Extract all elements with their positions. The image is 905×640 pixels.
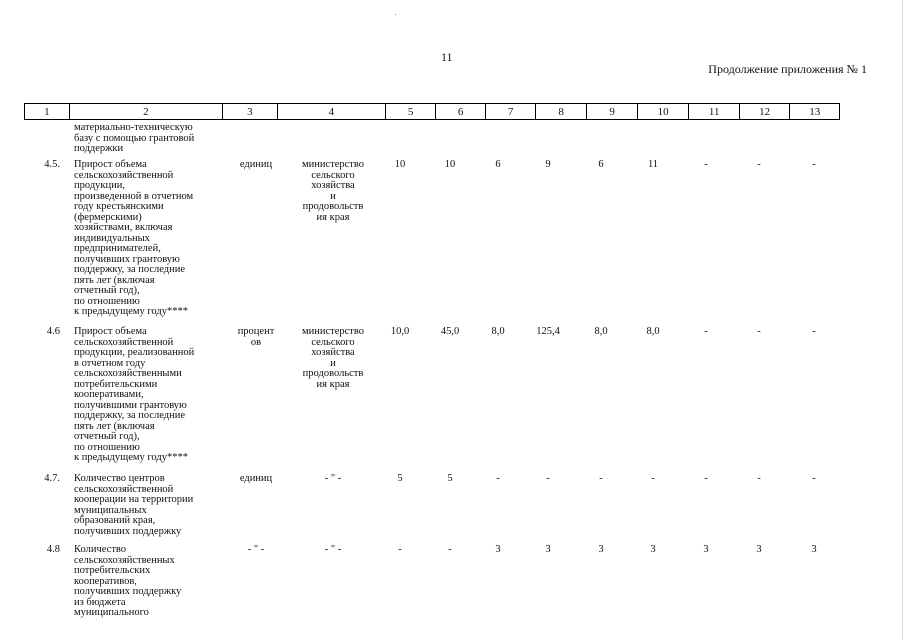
value-col-10: 3 (650, 544, 656, 555)
value-col-12: 3 (756, 544, 762, 555)
value-col-11: 3 (703, 544, 709, 555)
unit: процент ов (237, 326, 275, 348)
indicator-text: материально-техническую базу с помощью грантовой поддержки (74, 122, 195, 154)
value-col-11: - (704, 326, 708, 337)
continuation-caption: Продолжение приложения № 1 (708, 62, 867, 76)
unit: единиц (239, 473, 273, 484)
value-col-8: 125,4 (536, 326, 560, 337)
value-col-13: 3 (811, 544, 817, 555)
page-edge-line (902, 0, 903, 640)
header-col-9: 9 (587, 104, 638, 119)
indicator-text: Прирост объема сельскохозяйственной продукции, реализованной в отчетном году сельскохозяйственными потребительскими кооперативами, получившими грантовую поддержку, за последние пять лет (включая отчетный год), по отношению к предыдущему году**** (74, 326, 195, 463)
responsible-org: министерство сельского хозяйства и продовольств ия края (301, 159, 365, 223)
value-col-13: - (812, 159, 816, 170)
value-col-9: 6 (598, 159, 604, 170)
header-col-13: 13 (809, 106, 821, 118)
unit: - " - (247, 544, 265, 555)
responsible-org: - " - (324, 473, 342, 484)
header-col-4: 4 (278, 104, 387, 119)
value-col-7: 3 (495, 544, 501, 555)
unit: единиц (239, 159, 273, 170)
row-number: 4.8 (46, 544, 60, 555)
indicator-text: Прирост объема сельскохозяйственной продукции, произведенной в отчетном году крестьянскими (фермерскими) хозяйствами, включая индивидуальных предпринимателей, получивших грантовую поддержку, за последние пять лет (включая отчетный год), по отношению к предыдущему году**** (74, 159, 194, 317)
header-col-2: 2 (70, 104, 223, 119)
header-col-12: 12 (740, 104, 791, 119)
value-col-12: - (757, 159, 761, 170)
value-col-13: - (812, 326, 816, 337)
value-col-10: - (651, 473, 655, 484)
value-col-8: 3 (545, 544, 551, 555)
value-col-5: 10,0 (390, 326, 410, 337)
value-col-7: 8,0 (491, 326, 505, 337)
value-col-5: 5 (397, 473, 403, 484)
header-col-3: 3 (223, 104, 277, 119)
value-col-11: - (704, 159, 708, 170)
value-col-11: - (704, 473, 708, 484)
value-col-9: - (599, 473, 603, 484)
value-col-12: - (757, 326, 761, 337)
responsible-org: - " - (324, 544, 342, 555)
value-col-10: 11 (647, 159, 659, 170)
value-col-8: 9 (545, 159, 551, 170)
indicator-text: Количество центров сельскохозяйственной кооперации на территории муниципальных образований края, получивших поддержку (74, 473, 194, 537)
value-col-5: - (398, 544, 402, 555)
header-col-8: 8 (536, 104, 587, 119)
table-header-row (24, 103, 840, 120)
value-col-10: 8,0 (646, 326, 660, 337)
header-col-5: 5 (386, 104, 436, 119)
value-col-8: - (546, 473, 550, 484)
value-col-9: 3 (598, 544, 604, 555)
indicator-text: Количество сельскохозяйственных потребительских кооперативов, получивших поддержку из бюджета муниципального (74, 544, 182, 618)
page-number: 11 (441, 50, 453, 64)
row-number: 4.6 (46, 326, 60, 337)
value-col-6: - (448, 544, 452, 555)
value-col-9: 8,0 (594, 326, 608, 337)
header-col-10: 10 (638, 104, 689, 119)
header-col-11: 11 (689, 104, 740, 119)
scan-speck (395, 14, 396, 15)
row-number: 4.5. (44, 159, 60, 170)
value-col-6: 10 (444, 159, 456, 170)
value-col-6: 45,0 (440, 326, 460, 337)
header-col-6: 6 (436, 104, 487, 119)
value-col-5: 10 (394, 159, 406, 170)
value-col-7: 6 (495, 159, 501, 170)
responsible-org: министерство сельского хозяйства и продовольств ия края (301, 326, 365, 390)
value-col-6: 5 (447, 473, 453, 484)
header-col-1: 1 (25, 104, 70, 119)
header-col-7: 7 (486, 104, 536, 119)
row-number: 4.7. (44, 473, 60, 484)
value-col-13: - (812, 473, 816, 484)
value-col-7: - (496, 473, 500, 484)
value-col-12: - (757, 473, 761, 484)
